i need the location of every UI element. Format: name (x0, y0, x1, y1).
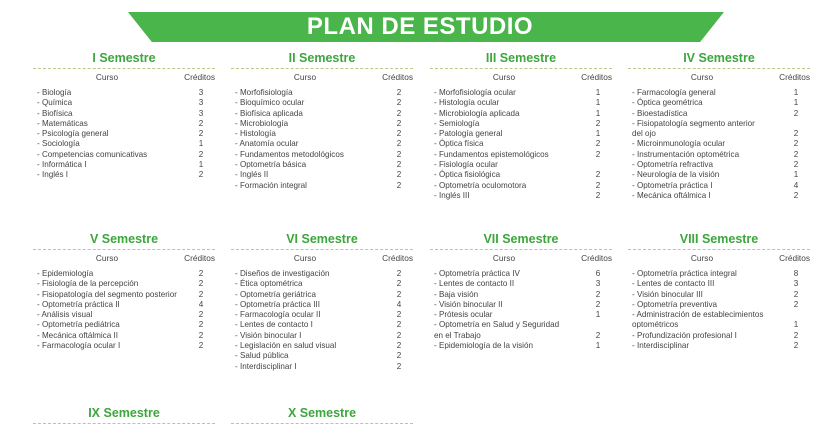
course-name: - Microbiología aplicada (434, 108, 520, 118)
course-row (628, 181, 810, 191)
course-name: - Sociología (37, 139, 80, 149)
course-name: - Formación integral (235, 180, 307, 190)
course-name: - Farmacología ocular I (37, 341, 121, 351)
course-name: - Mecánica oftálmica I (632, 190, 711, 200)
course-row (430, 150, 612, 160)
course-row (628, 279, 810, 289)
semester-title: VI Semestre (286, 232, 358, 246)
course-credits: 2 (793, 149, 799, 159)
course-row (231, 129, 413, 139)
course-name: - Competencias comunicativas (37, 149, 148, 159)
course-name: - Biofísica aplicada (235, 108, 303, 118)
course-row (231, 351, 413, 361)
course-credits: 2 (396, 320, 402, 330)
course-name: - Mecánica oftálmica II (37, 330, 118, 340)
course-credits: 2 (793, 299, 799, 309)
course-credits: 2 (793, 341, 799, 351)
course-name: - Neurología de la visión (632, 170, 720, 180)
course-name: - Fundamentos metodológicos (235, 149, 344, 159)
course-credits: 1 (198, 160, 204, 170)
course-credits: 2 (396, 289, 402, 299)
course-name: - Óptica fisiológica (434, 170, 501, 180)
semester-block (33, 405, 215, 427)
course-credits: 3 (595, 279, 601, 289)
column-header (33, 253, 215, 264)
header-curso: Curso (95, 72, 119, 82)
course-row (430, 181, 612, 191)
course-credits: 2 (198, 118, 204, 128)
course-row (33, 320, 215, 330)
course-credits (580, 320, 612, 330)
header-creditos: Créditos (779, 253, 810, 263)
course-name: - Interdisciplinar (632, 341, 690, 351)
semester-title: II Semestre (288, 51, 356, 65)
course-credits: 2 (595, 170, 601, 180)
course-credits: 2 (396, 118, 402, 128)
course-row (628, 98, 810, 108)
semester-divider (628, 68, 810, 69)
semester-block (430, 50, 612, 201)
course-credits: 2 (396, 279, 402, 289)
course-row (231, 170, 413, 180)
course-credits: 1 (595, 129, 601, 139)
course-credits: 2 (793, 289, 799, 299)
course-row (33, 119, 215, 129)
course-credits: 2 (198, 129, 204, 139)
course-row (231, 88, 413, 98)
course-name: - Optometría práctica IV (434, 269, 520, 278)
course-name: - Bioquímico ocular (235, 98, 305, 108)
course-credits: 2 (396, 361, 402, 371)
course-credits: 2 (793, 330, 799, 340)
course-credits (778, 119, 810, 129)
course-name: - Visión binocular III (632, 289, 703, 299)
course-credits: 2 (793, 129, 799, 139)
semester-block (33, 50, 215, 181)
course-name: - Óptica física (434, 139, 484, 149)
column-header (430, 72, 612, 83)
course-credits: 1 (793, 170, 799, 180)
course-credits: 3 (198, 88, 204, 97)
course-credits: 2 (793, 190, 799, 200)
course-name: - Salud pública (235, 351, 289, 361)
course-name: - Optometría pediátrica (37, 320, 120, 330)
course-name: - Semiología (434, 118, 480, 128)
course-name: - Análisis visual (37, 310, 93, 320)
course-name: - Profundización profesional I (632, 330, 737, 340)
course-row (231, 98, 413, 108)
course-row (231, 300, 413, 310)
course-credits: 2 (396, 330, 402, 340)
course-row (628, 310, 810, 320)
course-row (231, 331, 413, 341)
course-row (33, 150, 215, 160)
course-name: - Microbiología (235, 118, 289, 128)
course-row (33, 300, 215, 310)
course-row (628, 150, 810, 160)
course-credits: 2 (396, 108, 402, 118)
course-row (628, 191, 810, 201)
header-curso: Curso (293, 253, 317, 263)
course-name: - Fundamentos epistemológicos (434, 149, 549, 159)
course-row (430, 300, 612, 310)
course-name: - Lentes de contacto I (235, 320, 313, 330)
course-row (430, 170, 612, 180)
course-credits: 2 (396, 310, 402, 320)
course-name: - Optometría geriátrica (235, 289, 316, 299)
course-row (430, 331, 612, 341)
course-credits: 1 (793, 320, 799, 330)
course-row (231, 150, 413, 160)
course-credits: 2 (198, 289, 204, 299)
course-credits: 2 (396, 139, 402, 149)
semester-title: X Semestre (287, 406, 357, 420)
course-credits: 2 (793, 160, 799, 170)
course-row (231, 362, 413, 372)
course-credits: 1 (595, 98, 601, 108)
course-row (231, 160, 413, 170)
course-name: - Morfofisiología ocular (434, 88, 516, 97)
semester-title: VIII Semestre (679, 232, 759, 246)
course-credits: 8 (793, 269, 799, 278)
course-row (33, 341, 215, 351)
semester-block (628, 231, 810, 351)
course-name: - Psicología general (37, 129, 109, 139)
course-credits: 2 (595, 118, 601, 128)
semester-title: VII Semestre (483, 232, 559, 246)
course-name: - Farmacología general (632, 88, 716, 97)
course-row (430, 279, 612, 289)
course-row (628, 269, 810, 279)
course-name: - Baja visión (434, 289, 479, 299)
course-row (628, 300, 810, 310)
course-name: - Prótesis ocular (434, 310, 493, 320)
course-credits: 3 (793, 279, 799, 289)
course-name: - Matemáticas (37, 118, 88, 128)
course-row (231, 119, 413, 129)
course-name: - Anatomía ocular (235, 139, 299, 149)
semester-block (628, 50, 810, 201)
course-row (33, 129, 215, 139)
course-credits: 2 (198, 320, 204, 330)
course-name: - Epidemiología (37, 269, 94, 278)
course-row (628, 139, 810, 149)
course-row (231, 139, 413, 149)
course-name: en el Trabajo (434, 330, 481, 340)
semester-divider (231, 68, 413, 69)
course-row (628, 119, 810, 129)
course-name: - Optometría básica (235, 160, 307, 170)
course-credits: 2 (198, 279, 204, 289)
course-name: - Optometría preventiva (632, 299, 718, 309)
semester-block (430, 231, 612, 351)
course-name: - Patología general (434, 129, 503, 139)
course-row (33, 331, 215, 341)
header-curso: Curso (492, 72, 516, 82)
course-credits: 2 (396, 351, 402, 361)
course-row (628, 170, 810, 180)
course-credits (580, 160, 612, 170)
semester-divider (430, 249, 612, 250)
column-header (33, 72, 215, 83)
semester-divider (33, 423, 215, 424)
semester-title: IV Semestre (683, 51, 755, 65)
course-credits: 1 (595, 310, 601, 320)
course-row (33, 279, 215, 289)
course-row (231, 109, 413, 119)
course-row (231, 181, 413, 191)
course-name: - Optometría práctica integral (632, 269, 737, 278)
course-credits: 2 (595, 330, 601, 340)
course-row (231, 269, 413, 279)
course-row (231, 279, 413, 289)
header-creditos: Créditos (779, 72, 810, 82)
course-name: - Óptica geométrica (632, 98, 703, 108)
course-row (628, 129, 810, 139)
semester-divider (33, 249, 215, 250)
page-title: PLAN DE ESTUDIO (306, 13, 534, 40)
course-name: - Bioestadística (632, 108, 688, 118)
course-name: - Visión binocular II (434, 299, 503, 309)
semester-block (33, 231, 215, 351)
course-row (628, 290, 810, 300)
header-creditos: Créditos (184, 72, 215, 82)
course-name: - Inglés III (434, 190, 470, 200)
course-row (430, 109, 612, 119)
course-credits: 2 (198, 341, 204, 351)
course-row (430, 290, 612, 300)
column-header (628, 72, 810, 83)
course-name: - Fisiología ocular (434, 160, 498, 170)
course-credits: 2 (198, 269, 204, 278)
course-credits: 2 (396, 160, 402, 170)
course-credits: 1 (595, 88, 601, 97)
course-row (33, 310, 215, 320)
course-row (231, 320, 413, 330)
course-name: - Química (37, 98, 73, 108)
course-credits: 2 (198, 170, 204, 180)
semester-block (231, 50, 413, 191)
course-row (430, 320, 612, 330)
course-credits: 1 (793, 88, 799, 97)
course-row (628, 331, 810, 341)
semester-divider (33, 68, 215, 69)
course-credits: 2 (198, 330, 204, 340)
course-credits: 2 (595, 139, 601, 149)
header-curso: Curso (690, 72, 714, 82)
header-creditos: Créditos (382, 253, 413, 263)
course-credits: 2 (595, 180, 601, 190)
course-credits: 2 (793, 139, 799, 149)
course-name: - Optometría práctica I (632, 180, 713, 190)
course-name: - Lentes de contacto II (434, 279, 515, 289)
course-row (628, 341, 810, 351)
semester-block (231, 405, 413, 427)
course-row (33, 98, 215, 108)
course-credits: 2 (396, 149, 402, 159)
course-name: - Legislación en salud visual (235, 341, 337, 351)
course-credits: 2 (396, 341, 402, 351)
course-credits: 2 (396, 129, 402, 139)
course-credits: 2 (198, 149, 204, 159)
course-row (430, 191, 612, 201)
course-name: - Administración de establecimientos (632, 310, 764, 320)
header-curso: Curso (293, 72, 317, 82)
course-row (33, 109, 215, 119)
course-row (231, 310, 413, 320)
course-name: - Microinmunología ocular (632, 139, 726, 149)
course-credits: 2 (595, 190, 601, 200)
course-name: - Histología ocular (434, 98, 500, 108)
course-credits: 6 (595, 269, 601, 278)
course-credits: 2 (595, 299, 601, 309)
course-credits: 2 (198, 310, 204, 320)
course-name: - Fisiopatología segmento anterior (632, 118, 755, 128)
semester-title: I Semestre (92, 51, 156, 65)
course-name: - Diseños de investigación (235, 269, 330, 278)
course-name: - Optometría oculomotora (434, 180, 527, 190)
course-name: del ojo (632, 129, 656, 139)
course-credits: 1 (793, 98, 799, 108)
course-credits: 1 (595, 341, 601, 351)
semester-divider (231, 249, 413, 250)
course-name: - Optometría práctica II (37, 299, 120, 309)
course-row (33, 139, 215, 149)
semester-divider (231, 423, 413, 424)
course-name: - Biología (37, 88, 72, 97)
course-row (430, 160, 612, 170)
course-credits: 2 (595, 289, 601, 299)
course-name: - Instrumentación optométrica (632, 149, 740, 159)
course-name: - Epidemiología de la visión (434, 341, 533, 351)
course-credits: 3 (198, 98, 204, 108)
course-row (33, 160, 215, 170)
course-row (430, 341, 612, 351)
course-name: - Fisiología de la percepción (37, 279, 139, 289)
header-curso: Curso (95, 253, 119, 263)
course-credits: 2 (396, 269, 402, 278)
course-credits: 2 (793, 108, 799, 118)
course-name: - Fisiopatología del segmento posterior (37, 289, 177, 299)
course-credits: 3 (198, 108, 204, 118)
header-curso: Curso (690, 253, 714, 263)
course-row (430, 88, 612, 98)
course-credits: 4 (396, 299, 402, 309)
course-credits: 2 (396, 88, 402, 97)
semester-divider (430, 68, 612, 69)
course-row (430, 129, 612, 139)
course-row (33, 88, 215, 98)
course-name: - Biofísica (37, 108, 73, 118)
course-row (33, 170, 215, 180)
header-creditos: Créditos (581, 253, 612, 263)
column-header (231, 72, 413, 83)
course-name: - Informática I (37, 160, 87, 170)
course-row (628, 88, 810, 98)
course-row (231, 341, 413, 351)
course-credits (778, 310, 810, 320)
course-row (33, 269, 215, 279)
course-name: - Ética optométrica (235, 279, 303, 289)
course-name: - Optometría práctica III (235, 299, 321, 309)
course-row (628, 320, 810, 330)
course-name: - Interdisciplinar I (235, 361, 297, 371)
course-credits: 2 (396, 170, 402, 180)
course-row (430, 119, 612, 129)
column-header (231, 253, 413, 264)
course-row (430, 310, 612, 320)
course-credits: 1 (595, 108, 601, 118)
course-credits: 4 (793, 180, 799, 190)
course-credits: 4 (198, 299, 204, 309)
semester-block (231, 231, 413, 372)
course-name: - Lentes de contacto III (632, 279, 715, 289)
course-name: - Inglés II (235, 170, 269, 180)
course-name: - Morfofisiología (235, 88, 293, 97)
course-credits: 2 (396, 98, 402, 108)
semester-title: V Semestre (89, 232, 159, 246)
course-name: - Visión binocular I (235, 330, 302, 340)
column-header (628, 253, 810, 264)
semester-title: IX Semestre (88, 406, 160, 420)
course-row (430, 139, 612, 149)
course-name: - Optometría en Salud y Seguridad (434, 320, 560, 330)
course-credits: 2 (595, 149, 601, 159)
header-creditos: Créditos (184, 253, 215, 263)
header-creditos: Créditos (382, 72, 413, 82)
course-row (231, 290, 413, 300)
course-credits: 2 (396, 180, 402, 190)
course-name: - Optometría refractiva (632, 160, 713, 170)
column-header (430, 253, 612, 264)
header-creditos: Créditos (581, 72, 612, 82)
header-curso: Curso (492, 253, 516, 263)
semester-title: III Semestre (485, 51, 557, 65)
course-name: - Farmacología ocular II (235, 310, 321, 320)
course-name: optométricos (632, 320, 679, 330)
course-name: - Histología (235, 129, 276, 139)
course-row (628, 109, 810, 119)
semester-divider (628, 249, 810, 250)
course-credits: 1 (198, 139, 204, 149)
course-row (33, 290, 215, 300)
course-row (430, 98, 612, 108)
course-row (430, 269, 612, 279)
course-name: - Inglés I (37, 170, 69, 180)
course-row (628, 160, 810, 170)
